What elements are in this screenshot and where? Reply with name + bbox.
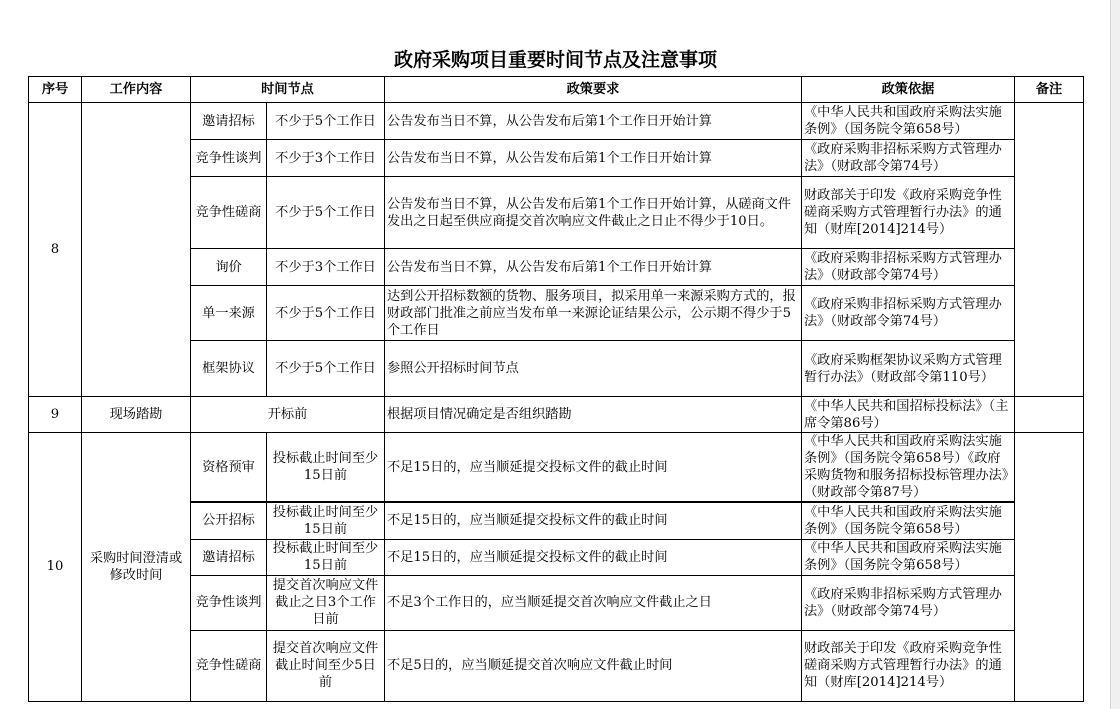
- header-remark: 备注: [1015, 77, 1084, 103]
- policy-cell: 参照公开招标时间节点: [385, 341, 802, 397]
- remark-cell: [1015, 433, 1084, 702]
- time-cell: 提交首次响应文件截止之日3个工作日前: [267, 575, 385, 630]
- method-cell: 询价: [191, 249, 267, 286]
- basis-cell: 《政府采购非招标采购方式管理办法》（财政部令第74号）: [802, 575, 1015, 630]
- work-content-cell: 现场踏勘: [82, 397, 191, 433]
- schedule-table: [28, 76, 1084, 702]
- basis-cell: 《中华人民共和国政府采购法实施条例》（国务院令第658号）《政府采购货物和服务招标投标管理办法》（财政部令第87号）: [802, 433, 1015, 503]
- header-row: [29, 77, 1084, 103]
- policy-cell: 不足15日的，应当顺延提交投标文件的截止时间: [385, 539, 802, 575]
- time-cell: 不少于5个工作日: [267, 103, 385, 140]
- policy-cell: 不足15日的，应当顺延提交投标文件的截止时间: [385, 502, 802, 539]
- policy-cell: 公告发布当日不算，从公告发布后第1个工作日开始计算: [385, 249, 802, 286]
- time-cell: 不少于5个工作日: [267, 177, 385, 249]
- page-title: 政府采购项目重要时间节点及注意事项: [393, 49, 717, 71]
- header-policy: 政策要求: [385, 77, 802, 103]
- time-cell: 投标截止时间至少15日前: [267, 539, 385, 575]
- method-cell: 资格预审: [191, 433, 267, 503]
- policy-cell: 达到公开招标数额的货物、服务项目，拟采用单一来源采购方式的，报财政部门批准之前应当发布单一来源论证结果公示，公示期不得少于5个工作日: [385, 286, 802, 341]
- remark-cell: [1015, 397, 1084, 433]
- time-cell: 不少于5个工作日: [267, 286, 385, 341]
- method-cell: 邀请招标: [191, 103, 267, 140]
- basis-cell: 财政部关于印发《政府采购竞争性磋商采购方式管理暂行办法》的通知（财库[2014]214号）: [802, 177, 1015, 249]
- time-cell: 不少于3个工作日: [267, 140, 385, 177]
- method-cell: 竞争性谈判: [191, 140, 267, 177]
- table-row: [29, 103, 1084, 140]
- basis-cell: 《政府采购非招标采购方式管理办法》（财政部令第74号）: [802, 286, 1015, 341]
- method-cell: 公开招标: [191, 502, 267, 539]
- row-number: 9: [29, 397, 82, 433]
- policy-cell: 不足5日的，应当顺延提交首次响应文件截止时间: [385, 630, 802, 701]
- policy-cell: 公告发布当日不算，从公告发布后第1个工作日开始计算，从磋商文件发出之日起至供应商提交首次响应文件截止之日止不得少于10日。: [385, 177, 802, 249]
- row-number: 8: [29, 103, 82, 397]
- time-cell: 不少于5个工作日: [267, 341, 385, 397]
- method-cell: 单一来源: [191, 286, 267, 341]
- row-number: 10: [29, 433, 82, 702]
- method-cell: 竞争性谈判: [191, 575, 267, 630]
- time-cell: 不少于3个工作日: [267, 249, 385, 286]
- basis-cell: 《中华人民共和国政府采购法实施条例》（国务院令第658号）: [802, 539, 1015, 575]
- method-cell: 框架协议: [191, 341, 267, 397]
- method-cell: 竞争性磋商: [191, 177, 267, 249]
- basis-cell: 《中华人民共和国政府采购法实施条例》（国务院令第658号）: [802, 502, 1015, 539]
- basis-cell: 《中华人民共和国政府采购法实施条例》（国务院令第658号）: [802, 103, 1015, 140]
- header-work: 工作内容: [82, 77, 191, 103]
- basis-cell: 《政府采购非招标采购方式管理办法》（财政部令第74号）: [802, 249, 1015, 286]
- basis-cell: 《中华人民共和国招标投标法》（主席令第86号）: [802, 397, 1015, 433]
- work-content-cell: [82, 103, 191, 397]
- policy-cell: 根据项目情况确定是否组织踏勘: [385, 397, 802, 433]
- time-cell: 提交首次响应文件截止时间至少5日前: [267, 630, 385, 701]
- time-cell: 投标截止时间至少15日前: [267, 433, 385, 503]
- remark-cell: [1015, 103, 1084, 397]
- policy-cell: 公告发布当日不算，从公告发布后第1个工作日开始计算: [385, 140, 802, 177]
- method-cell: 竞争性磋商: [191, 630, 267, 701]
- method-cell: 邀请招标: [191, 539, 267, 575]
- vertical-scrollbar[interactable]: [1110, 0, 1120, 709]
- basis-cell: 《政府采购框架协议采购方式管理暂行办法》（财政部令第110号）: [802, 341, 1015, 397]
- policy-cell: 不足3个工作日的，应当顺延提交首次响应文件截止之日: [385, 575, 802, 630]
- time-cell: 投标截止时间至少15日前: [267, 502, 385, 539]
- work-content-cell: 采购时间澄清或修改时间: [82, 433, 191, 702]
- basis-cell: 《政府采购非招标采购方式管理办法》（财政部令第74号）: [802, 140, 1015, 177]
- header-basis: 政策依据: [802, 77, 1015, 103]
- time-cell: 开标前: [191, 397, 385, 433]
- table-row: [29, 397, 1084, 433]
- table-row: [29, 433, 1084, 503]
- policy-cell: 公告发布当日不算，从公告发布后第1个工作日开始计算: [385, 103, 802, 140]
- header-no: 序号: [29, 77, 82, 103]
- policy-cell: 不足15日的，应当顺延提交投标文件的截止时间: [385, 433, 802, 503]
- header-time: 时间节点: [191, 77, 385, 103]
- basis-cell: 财政部关于印发《政府采购竞争性磋商采购方式管理暂行办法》的通知（财库[2014]214号）: [802, 630, 1015, 701]
